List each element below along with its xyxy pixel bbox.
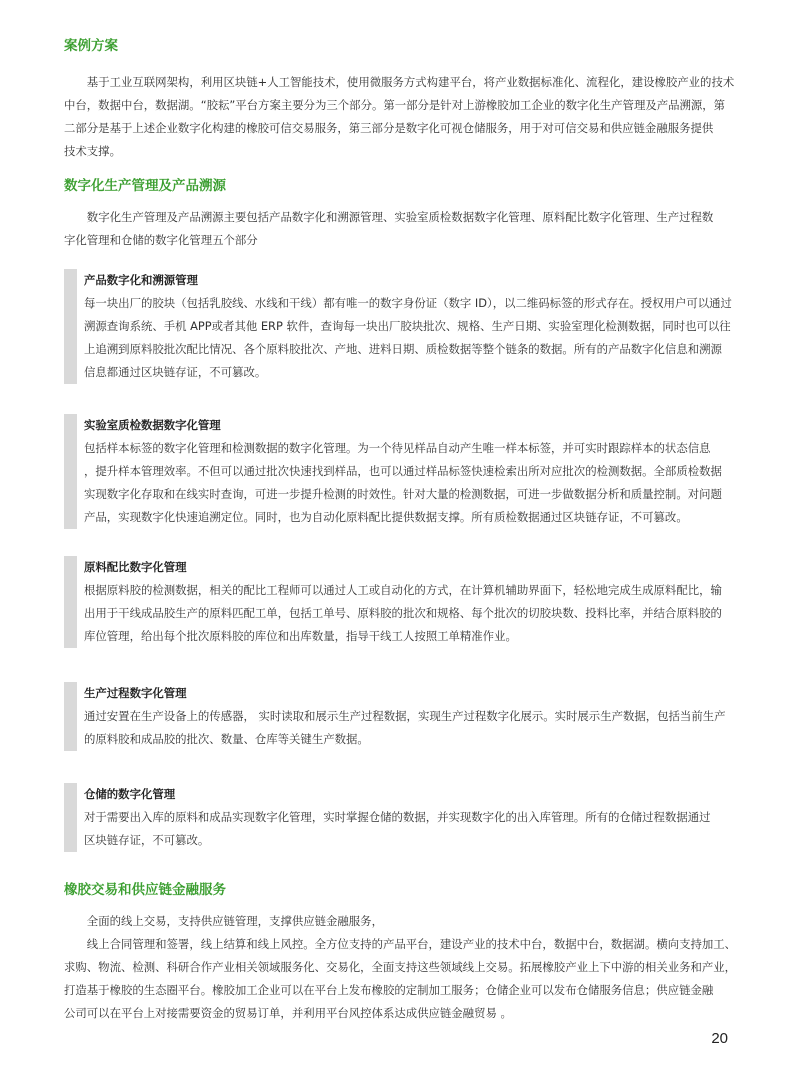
text-line: 区块链存证，不可篡改。 <box>84 833 210 847</box>
text-line: 二部分是基于上述企业数字化构建的橡胶可信交易服务，第三部分是数字化可视仓储服务，用于对可信交易和供应链金融服务提供 <box>64 121 714 135</box>
text-line: 通过安置在生产设备上的传感器， 实时读取和展示生产过程数据，实现生产过程数字化展示。实时展示生产数据，包括当前生产 <box>84 709 726 723</box>
text-line: 公司可以在平台上对接需要资金的贸易订单，并利用平台风控体系达成供应链金融贸易 。 <box>64 1006 512 1020</box>
text-line: 对于需要出入库的原料和成品实现数字化管理，实时掌握仓储的数据，并实现数字化的出入库管理。所有的仓储过程数据通过 <box>84 810 711 824</box>
callout-title: 产品数字化和溯源管理 <box>84 273 198 287</box>
callout-title: 生产过程数字化管理 <box>84 686 187 700</box>
text-line: 求购、物流、检测、科研合作产业相关领域服务化、交易化，全面支持这些领域线上交易。拓展橡胶产业上下中游的相关业务和产业， <box>64 960 737 974</box>
digital-paragraph <box>64 206 740 252</box>
text-line: ，提升样本管理效率。不但可以通过批次快速找到样品，也可以通过样品标签快速检索出所对应批次的检测数据。全部质检数据 <box>84 464 722 478</box>
text-line: 数字化生产管理及产品溯源主要包括产品数字化和溯源管理、实验室质检数据数字化管理、原料配比数字化管理、生产过程数 <box>86 210 714 224</box>
text-line: 根据原料胶的检测数据，相关的配比工程师可以通过人工或自动化的方式，在计算机辅助界面下，轻松地完成生成原料配比，输 <box>84 583 722 597</box>
section-title-trade: 橡胶交易和供应链金融服务 <box>64 882 226 898</box>
section-title-case: 案例方案 <box>64 38 118 54</box>
text-line: 库位管理，给出每个批次原料胶的库位和出库数量，指导干线工人按照工单精准作业。 <box>84 629 517 643</box>
text-line: 打造基于橡胶的生态圈平台。橡胶加工企业可以在平台上发布橡胶的定制加工服务；仓储企业可以发布仓储服务信息；供应链金融 <box>64 983 714 997</box>
text-line: 溯源查询系统、手机 APP或者其他 ERP 软件，查询每一块出厂胶块批次、规格、生产日期、实验室理化检测数据，同时也可以往 <box>84 319 731 333</box>
callout-body <box>84 705 740 751</box>
callout-production-process <box>64 682 740 751</box>
trade-paragraph <box>64 910 740 1025</box>
text-line: 产品，实现数字化快速追溯定位。同时，也为自动化原料配比提供数据支撑。所有质检数据通过区块链存证，不可篡改。 <box>84 510 688 524</box>
case-paragraph <box>64 71 740 163</box>
text-line: 线上合同管理和签署，线上结算和线上风控。全方位支持的产品平台，建设产业的技术中台，数据中台，数据湖。横向支持加工、 <box>86 937 737 951</box>
text-line: 中台，数据中台，数据湖。“胶耘”平台方案主要分为三个部分。第一部分是针对上游橡胶加工企业的数字化生产管理及产品溯源，第 <box>64 98 726 112</box>
callout-warehouse <box>64 783 740 852</box>
text-line: 包括样本标签的数字化管理和检测数据的数字化管理。为一个待见样品自动产生唯一样本标签，并可实时跟踪样本的状态信息 <box>84 441 711 455</box>
text-line: 全面的线上交易，支持供应链管理，支撑供应链金融服务， <box>86 914 383 928</box>
text-line: 基于工业互联网架构，利用区块链+人工智能技术，使用微服务方式构建平台，将产业数据标准化、流程化，建设橡胶产业的技术 <box>86 75 735 89</box>
callout-body <box>84 292 740 384</box>
text-line: 上追溯到原料胶批次配比情况、各个原料胶批次、产地、进料日期、质检数据等整个链条的数据。所有的产品数字化信息和溯源 <box>84 342 722 356</box>
callout-title: 实验室质检数据数字化管理 <box>84 418 221 432</box>
callout-title: 仓储的数字化管理 <box>84 787 176 801</box>
callout-lab-inspection <box>64 414 740 529</box>
text-line: 技术支撑。 <box>64 144 121 158</box>
text-line: 出用于干线成品胶生产的原料匹配工单，包括工单号、原料胶的批次和规格、每个批次的切胶块数、投料比率，并结合原料胶的 <box>84 606 722 620</box>
callout-body <box>84 806 740 852</box>
callout-body <box>84 437 740 529</box>
text-line: 字化管理和仓储的数字化管理五个部分 <box>64 233 258 247</box>
callout-product-traceability <box>64 269 740 384</box>
text-line: 的原料胶和成品胶的批次、数量、仓库等关键生产数据。 <box>84 732 369 746</box>
text-line: 信息都通过区块链存证，不可篡改。 <box>84 365 267 379</box>
text-line: 实现数字化存取和在线实时查询，可进一步提升检测的时效性。针对大量的检测数据，可进一步做数据分析和质量控制。对问题 <box>84 487 722 501</box>
callout-title: 原料配比数字化管理 <box>84 560 187 574</box>
callout-material-ratio <box>64 556 740 648</box>
section-title-digital: 数字化生产管理及产品溯源 <box>64 178 226 194</box>
text-line: 每一块出厂的胶块（包括乳胶线、水线和干线）都有唯一的数字身份证（数字 ID），以二维码标签的形式存在。授权用户可以通过 <box>84 296 732 310</box>
page-number: 20 <box>711 1030 728 1047</box>
callout-body <box>84 579 740 648</box>
